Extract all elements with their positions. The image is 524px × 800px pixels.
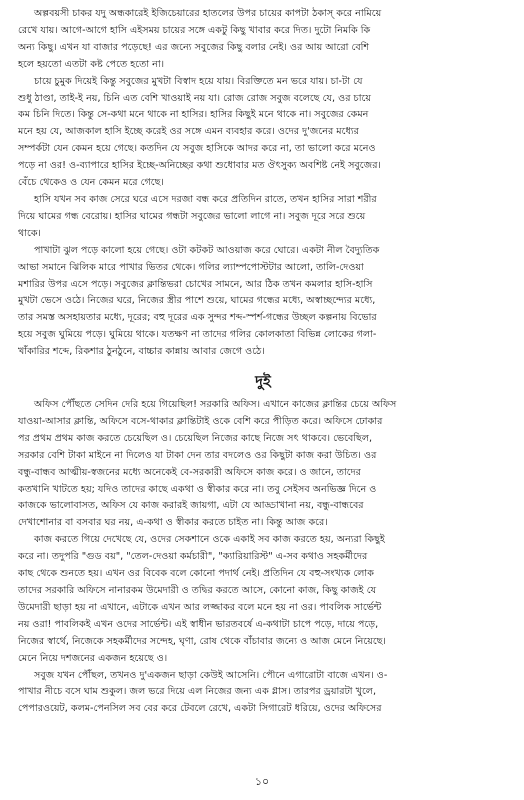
paragraph: কাজ করতে গিয়ে দেখেছে যে, ওদের সেকশানে ওকে একাই সব কাজ করতে হয়, অন্যরা কিছুই করে না। তদুপরি "গুড বয়", "তেল-দেওয়া কর্মচারী", "ক্যারিয়ারিস্ট" এ-সব কথাও সহকর্মীদের কাছ থেকে শুনতে হয়। এখন ওর বিবেক বলে কোনো পদার্থ নেই। প্রতিদিন যে বহু-সংখ্যক লোক তাদের সরকারি অফিসে নানারকম উমেদারী ও তদ্বির করতে আসে, কোনো কাজ, কিছু কাজই যে উমেদারী ছাড়া হয় না এখানে, এটাকে এখন আর লজ্জাকর বলে মনে হয় না ওর। পাবলিক সার্ভেন্ট নয় ওরা! পাবলিকই এখন ওদের সার্ভেন্ট। এই স্বাধীন ভারতবর্ষে এ-কথাটা চাপে পড়ে, দায়ে পড়ে, নিজের স্বার্থে, নিজেকে সহকর্মীদের সন্দেহ, ঘৃণা, রোষ থেকে বাঁচাবার জন্যে ও আজ মেনে নিয়েছে। মেনে নিয়ে দশজনের একজন হয়েছে ও। [18, 534, 386, 664]
paragraph: পাখাটা ঝুল পড়ে কালো হয়ে গেছে। ওটা কটকট আওয়াজ করে ঘোরে। একটা নীল বৈদ্যুতিক আভা সমানে ঝিলিক মারে পাখার ভিতর থেকে। গলির ল্যাম্পপোস্টটার আলো, তালি-দেওয়া মশারির উপর এসে পড়ে। সবুজের ক্লান্তিভরা চোখের সামনে, আর ঠিক তখন কমলার হাসি-হাসি মুখটা ভেসে ওঠে। নিজের ঘরে, নিজের স্ত্রীর পাশে শুয়ে, ঘামের গন্ধের মধ্যে, অস্বাচ্ছন্দ্যের মধ্যে, তার সমস্ত অসহায়তার মধ্যে, দূরের; বহু দূরের এক সুন্দর শব্দ-স্পর্শ-গন্ধের উচ্ছল কল্পনায় বিভোর হয়ে সবুজ ঘুমিয়ে পড়ে। ঘুমিয়ে থাকে। যতক্ষণ না তাদের গলির কোলকাতা বিভিন্ন লোকের গলা- খাঁকারির শব্দে, রিকশার ঠুনঠুনে, বাচ্চার কান্নায় আবার জেগে ওঠে। [18, 244, 380, 358]
paragraph: হাসি যখন সব কাজ সেরে ঘরে এসে দরজা বন্ধ করে প্রতিদিন রাতে, তখন হাসির সারা শরীর দিয়ে ঘামের গন্ধ বেরোয়। হাসির ঘামের গন্ধটা সবুজের ভালো লাগে না। সবুজ দূরে সরে শুয়ে থাকে। [18, 193, 377, 239]
paragraph: অল্পবয়সী চাকর যদু অন্ধকারেই ইজিচেয়ারের হাতলের উপর চায়ের কাপটা ঠকাস্‌ করে নামিয়ে রেখে যায়। আগে-আগে হাসি এইসময় চায়ের সঙ্গে একটু কিছু খাবার করে দিত। দুটো নিমকি কি অন্য কিছু। এখন যা বাজার পড়েছে! এর জন্যে সবুজের কিছু বলার নেই। ওর আয় আরো বেশি হলে হয়তো এতটা কষ্ট পেতে হতো না। [18, 8, 382, 70]
paragraph: সবুজ যখন পৌঁছল, তখনও দু'একজন ছাড়া কেউই আসেনি। পৌনে এগারোটা বাজে এখন। ও- পাখার নীচে বসে ঘাম শুকুল। জল ভরে দিয়ে এল নিজের জন্য এক গ্লাস। তারপর ড্রয়ারটা খুলে, পেপারওয়েট, কলম-পেনসিল সব বের করে টেবলে রেখে, একটা সিগারেট ধরিয়ে, ওদের অফিসের [18, 669, 388, 715]
page-number: ১০ [254, 775, 270, 788]
section-heading: দুই [255, 372, 271, 391]
paragraph: চায়ে চুমুক দিয়েই কিন্তু সবুজের মুখটা বিস্বাদ হয়ে যায়। বিরক্তিতে মন ভরে যায়। চা-টা যে শুধু ঠাণ্ডা, তাই-ই নয়, চিনি এত বেশি খাওয়াই নয় যা। রোজ রোজ সবুজ বলেছে যে, ওর চায়ে কম চিনি দিতে। কিন্তু সে-কথা মনে থাকে না হাসির। হাসির কিছুই মনে থাকে না। সবুজের কেমন মনে হয় যে, আজকাল হাসি ইচ্ছে করেই ওর সঙ্গে এমন ব্যবহার করে। ওদের দু'জনের মধ্যের সম্পর্কটা যেন কেমন হয়ে গেছে। কতদিন যে সবুজ হাসিকে আদর করে না, তা ভালো করে মনেও পড়ে না ওর! ও-ব্যাপারে হাসির ইচ্ছে-অনিচ্ছের কথা শুধোবার মত ঔৎসুক্য অবশিষ্ট নেই সবুজের। বেঁচে থেকেও ও যেন কেমন মরে গেছে। [18, 75, 381, 189]
paragraph: অফিস পৌঁছতে সেদিন দেরি হয়ে গিয়েছিল! সরকারি অফিস। এখানে কাজের ক্লান্তির চেয়ে অফিস যাওয়া-আসার ক্লান্তি, অফিসে বসে-থাকার ক্লান্তিটাই ওকে বেশি করে পীড়িত করে। অফিসে ঢোকার পর প্রথম প্রথম কাজ করতে চেয়েছিল ও। চেয়েছিল নিজের কাছে নিজে সৎ থাকবে। ভেবেছিল, সরকার বেশি টাকা মাইনে না দিলেও যা টাকা দেন তার বদলেও ওর কিছুটা কাজ করা উচিত। ওর বন্ধু-বান্ধব আত্মীয়-স্বজনের মধ্যে অনেকেই বে-সরকারী অফিসে কাজ করে। ও জানে, তাদের কতখানি খাটতে হয়; যদিও তাদের কাছে একথা ও স্বীকার করে না। তবু সেইসব অনভিজ্ঞ দিনে ও কাজকে ভালোবাসত, অফিস যে কাজ করারই জায়গা, এটা যে আড্ডাখানা নয়, বন্ধু-বান্ধবের দেখাশোনার বা বসবার ঘর নয়, এ-কথা ও স্বীকার করতে চাইত না। কিন্তু আজ করে। [18, 399, 397, 529]
